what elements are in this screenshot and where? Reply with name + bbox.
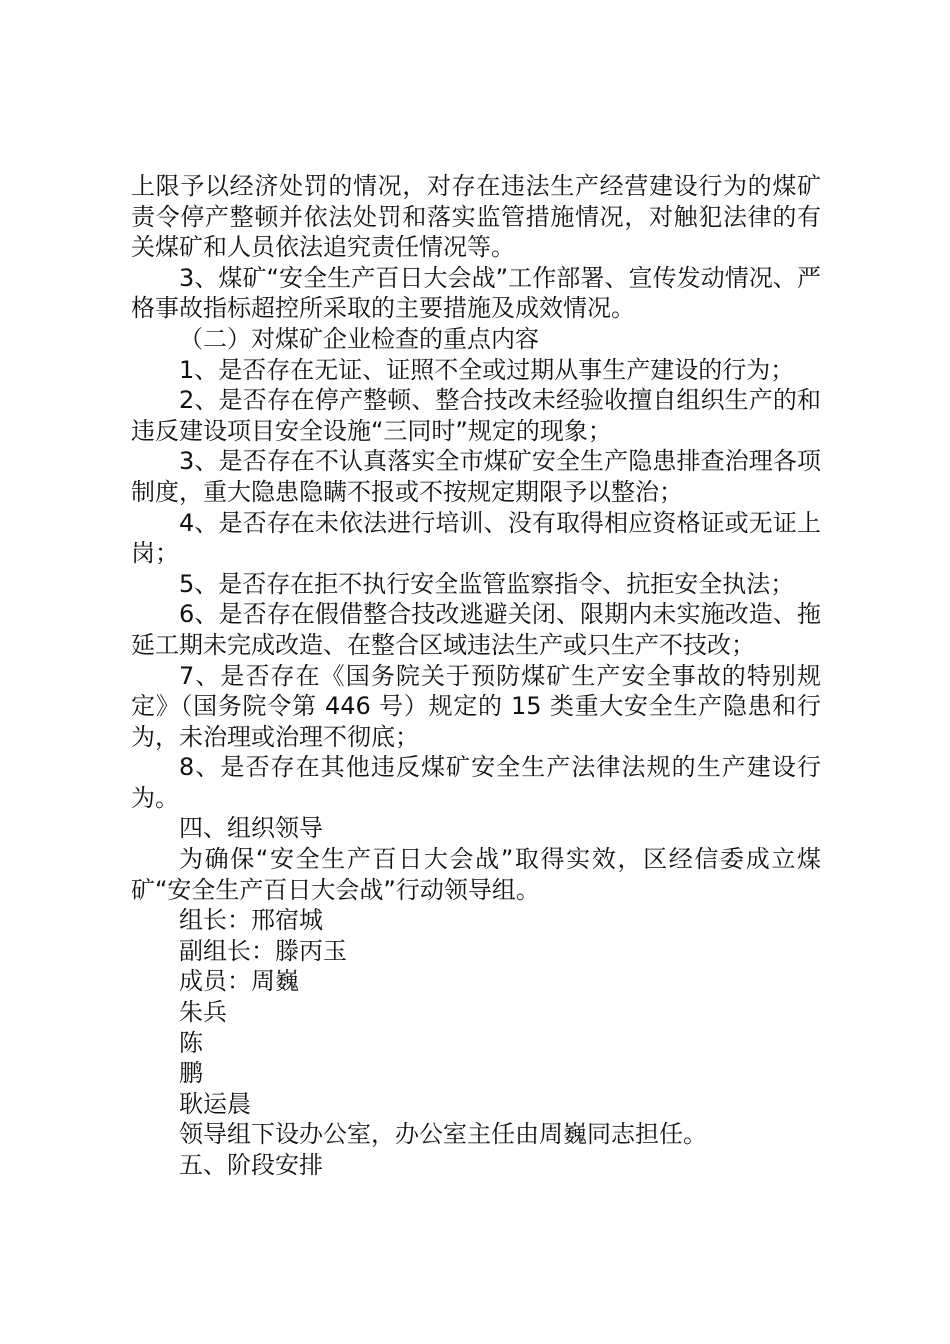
paragraph-leadership-group: 为确保“安全生产百日大会战”取得实效，区经信委成立煤矿“安全生产百日大会战”行动领导组。 bbox=[131, 845, 821, 904]
paragraph-office: 领导组下设办公室，办公室主任由周巍同志担任。 bbox=[179, 1120, 707, 1149]
paragraph-check-3: 3、是否存在不认真落实全市煤矿安全生产隐患排查治理各项制度，重大隐患隐瞒不报或不按规定期限予以整治； bbox=[131, 447, 821, 506]
paragraph-check-5: 5、是否存在拒不执行安全监管监察指令、抗拒安全执法； bbox=[179, 569, 795, 598]
paragraph-member-name: 鹏 bbox=[179, 1059, 203, 1088]
paragraph-check-6: 6、是否存在假借整合技改逃避关闭、限期内未实施改造、拖延工期未完成改造、在整合区域违法生产或只生产不技改； bbox=[131, 600, 821, 659]
section-heading-organization: 四、组织领导 bbox=[179, 814, 323, 843]
document-body bbox=[131, 171, 821, 1181]
paragraph-member-name: 朱兵 bbox=[179, 998, 227, 1027]
paragraph-continued-penalties: 上限予以经济处罚的情况，对存在违法生产经营建设行为的煤矿责令停产整顿并依法处罚和落实监管措施情况，对触犯法律的有关煤矿和人员依法追究责任情况等。 bbox=[131, 172, 821, 262]
paragraph-check-2: 2、是否存在停产整顿、整合技改未经验收擅自组织生产的和违反建设项目安全设施“三同时”规定的现象； bbox=[131, 386, 821, 445]
paragraph-group-leader: 组长：邢宿城 bbox=[179, 906, 323, 935]
paragraph-member-name: 陈 bbox=[179, 1028, 203, 1057]
section-heading-stages: 五、阶段安排 bbox=[179, 1151, 323, 1179]
paragraph-check-8: 8、是否存在其他违反煤矿安全生产法律法规的生产建设行为。 bbox=[131, 753, 821, 812]
paragraph-check-1: 1、是否存在无证、证照不全或过期从事生产建设的行为； bbox=[179, 355, 795, 384]
paragraph-member-name: 耿运晨 bbox=[179, 1089, 251, 1118]
paragraph-members: 成员：周巍 bbox=[179, 967, 299, 996]
paragraph-deputy-leader: 副组长：滕丙玉 bbox=[179, 936, 347, 965]
paragraph-item-3-deployment: 3、煤矿“安全生产百日大会战”工作部署、宣传发动情况、严格事故指标超控所采取的主要措施及成效情况。 bbox=[131, 263, 821, 323]
paragraph-check-4: 4、是否存在未依法进行培训、没有取得相应资格证或无证上岗； bbox=[131, 508, 821, 568]
paragraph-check-7: 7、是否存在《国务院关于预防煤矿生产安全事故的特别规定》（国务院令第 446 号）规定的 15 类重大安全生产隐患和行为，未治理或治理不彻底； bbox=[131, 661, 821, 751]
section-heading-enterprise-inspection: （二）对煤矿企业检查的重点内容 bbox=[179, 324, 539, 353]
